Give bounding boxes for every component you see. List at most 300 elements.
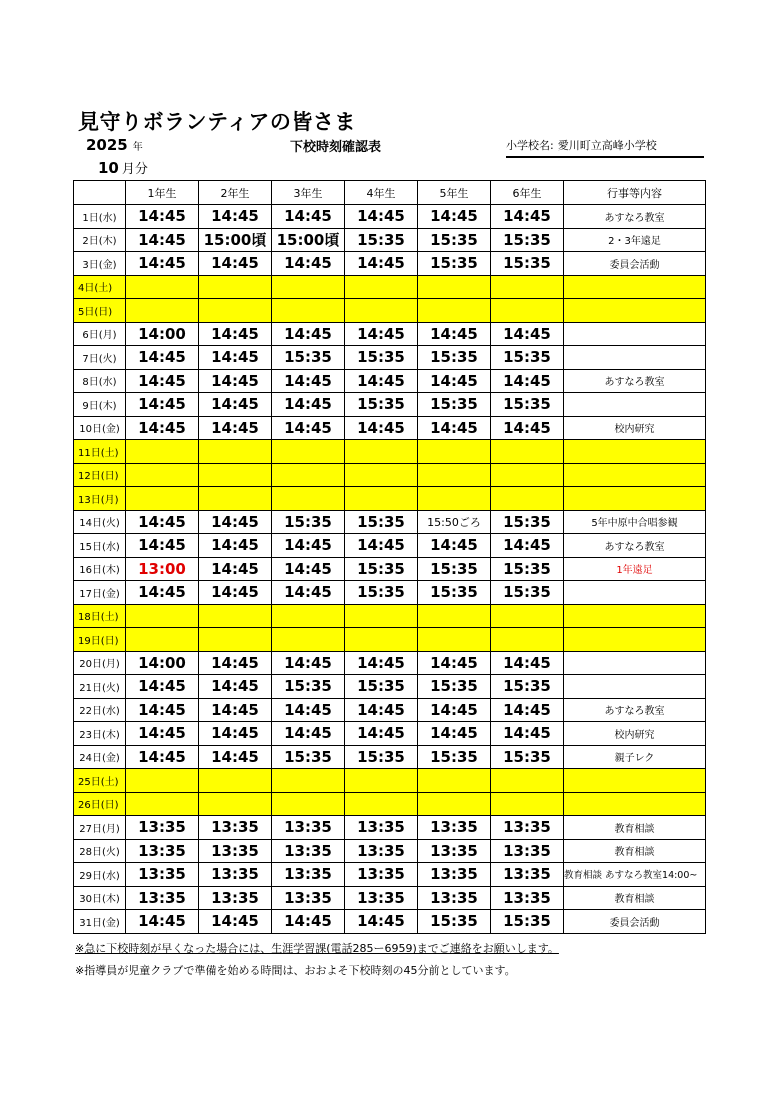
dismissal-time-cell: 15:35 bbox=[491, 228, 564, 252]
date-cell: 28日(火) bbox=[74, 839, 126, 863]
note-preparation: ※指導員が児童クラブで準備を始める時間は、おおよそ下校時刻の45分前としています。 bbox=[75, 964, 516, 977]
dismissal-time-cell: 14:45 bbox=[126, 205, 199, 229]
dismissal-time-cell: 14:45 bbox=[272, 369, 345, 393]
school-name: 愛川町立高峰小学校 bbox=[557, 139, 657, 152]
date-cell: 30日(木) bbox=[74, 886, 126, 910]
table-row bbox=[74, 839, 706, 863]
dismissal-time-cell: 14:45 bbox=[126, 910, 199, 934]
dismissal-time-cell: 13:35 bbox=[345, 886, 418, 910]
empty-cell bbox=[345, 769, 418, 793]
dismissal-time-cell: 14:45 bbox=[345, 698, 418, 722]
dismissal-time-cell: 14:45 bbox=[272, 698, 345, 722]
date-cell: 8日(水) bbox=[74, 369, 126, 393]
dismissal-time-cell: 14:45 bbox=[199, 722, 272, 746]
date-cell: 22日(水) bbox=[74, 698, 126, 722]
empty-cell bbox=[272, 440, 345, 464]
date-cell: 14日(火) bbox=[74, 510, 126, 534]
dismissal-time-cell: 15:35 bbox=[272, 675, 345, 699]
date-cell: 31日(金) bbox=[74, 910, 126, 934]
dismissal-time-cell: 15:35 bbox=[418, 346, 491, 370]
dismissal-time-cell: 14:45 bbox=[418, 534, 491, 558]
dismissal-time-cell: 14:00 bbox=[126, 322, 199, 346]
empty-cell bbox=[564, 628, 706, 652]
dismissal-time-cell: 14:45 bbox=[491, 651, 564, 675]
dismissal-time-cell: 14:45 bbox=[345, 252, 418, 276]
event-cell: 校内研究 bbox=[564, 722, 706, 746]
dismissal-time-cell: 15:35 bbox=[345, 675, 418, 699]
column-header: 5年生 bbox=[418, 181, 491, 205]
empty-cell bbox=[564, 275, 706, 299]
empty-cell bbox=[126, 299, 199, 323]
dismissal-time-cell: 14:45 bbox=[491, 416, 564, 440]
table-row-holiday bbox=[74, 792, 706, 816]
column-header: 3年生 bbox=[272, 181, 345, 205]
table-row bbox=[74, 510, 706, 534]
column-header: 行事等内容 bbox=[564, 181, 706, 205]
table-row-holiday bbox=[74, 487, 706, 511]
empty-cell bbox=[564, 792, 706, 816]
date-cell: 9日(木) bbox=[74, 393, 126, 417]
table-row bbox=[74, 557, 706, 581]
event-cell: 親子レク bbox=[564, 745, 706, 769]
dismissal-time-cell: 14:45 bbox=[126, 369, 199, 393]
dismissal-time-cell: 14:45 bbox=[126, 228, 199, 252]
dismissal-time-cell: 14:45 bbox=[491, 722, 564, 746]
table-row bbox=[74, 886, 706, 910]
dismissal-time-cell: 14:45 bbox=[199, 252, 272, 276]
dismissal-time-cell: 14:45 bbox=[199, 910, 272, 934]
date-cell: 4日(土) bbox=[74, 275, 126, 299]
empty-cell bbox=[564, 440, 706, 464]
dismissal-time-cell: 14:45 bbox=[491, 205, 564, 229]
empty-cell bbox=[345, 604, 418, 628]
empty-cell bbox=[345, 628, 418, 652]
empty-cell bbox=[126, 628, 199, 652]
empty-cell bbox=[126, 604, 199, 628]
dismissal-time-cell: 14:45 bbox=[345, 416, 418, 440]
dismissal-time-cell: 13:35 bbox=[418, 839, 491, 863]
dismissal-time-cell: 15:35 bbox=[345, 745, 418, 769]
dismissal-time-cell: 14:45 bbox=[126, 581, 199, 605]
dismissal-time-cell: 15:35 bbox=[418, 252, 491, 276]
dismissal-time-cell: 13:35 bbox=[345, 839, 418, 863]
column-header: 6年生 bbox=[491, 181, 564, 205]
dismissal-time-cell: 14:45 bbox=[418, 698, 491, 722]
date-cell: 12日(日) bbox=[74, 463, 126, 487]
dismissal-time-cell: 13:35 bbox=[418, 863, 491, 887]
empty-cell bbox=[126, 487, 199, 511]
event-cell: あすなろ教室 bbox=[564, 698, 706, 722]
dismissal-time-cell: 14:45 bbox=[345, 722, 418, 746]
empty-cell bbox=[272, 628, 345, 652]
empty-cell bbox=[272, 769, 345, 793]
dismissal-time-cell: 13:35 bbox=[418, 886, 491, 910]
event-cell: 5年中原中合唱参観 bbox=[564, 510, 706, 534]
table-row-holiday bbox=[74, 440, 706, 464]
dismissal-time-cell: 14:45 bbox=[272, 393, 345, 417]
date-cell: 15日(水) bbox=[74, 534, 126, 558]
dismissal-time-cell: 15:35 bbox=[345, 510, 418, 534]
date-cell: 6日(月) bbox=[74, 322, 126, 346]
dismissal-time-cell: 14:45 bbox=[199, 651, 272, 675]
dismissal-time-cell: 15:35 bbox=[491, 581, 564, 605]
table-row bbox=[74, 534, 706, 558]
empty-cell bbox=[199, 792, 272, 816]
dismissal-time-cell: 14:45 bbox=[272, 557, 345, 581]
empty-cell bbox=[345, 299, 418, 323]
empty-cell bbox=[418, 604, 491, 628]
dismissal-time-cell: 14:45 bbox=[126, 722, 199, 746]
dismissal-time-cell: 15:35 bbox=[491, 252, 564, 276]
dismissal-time-cell: 14:45 bbox=[126, 393, 199, 417]
dismissal-time-cell: 13:00 bbox=[126, 557, 199, 581]
dismissal-time-cell: 15:50ごろ bbox=[418, 510, 491, 534]
empty-cell bbox=[199, 275, 272, 299]
dismissal-time-cell: 14:45 bbox=[199, 675, 272, 699]
dismissal-time-cell: 15:35 bbox=[418, 745, 491, 769]
table-row bbox=[74, 651, 706, 675]
event-cell: 2・3年遠足 bbox=[564, 228, 706, 252]
empty-cell bbox=[199, 487, 272, 511]
event-cell: 1年遠足 bbox=[564, 557, 706, 581]
dismissal-time-cell: 13:35 bbox=[345, 863, 418, 887]
page-title: 見守りボランティアの皆さま bbox=[78, 110, 356, 134]
empty-cell bbox=[418, 628, 491, 652]
dismissal-time-cell: 14:45 bbox=[199, 745, 272, 769]
dismissal-time-cell: 14:45 bbox=[126, 745, 199, 769]
event-cell: あすなろ教室 bbox=[564, 534, 706, 558]
schedule-table bbox=[73, 180, 706, 934]
empty-cell bbox=[491, 299, 564, 323]
dismissal-time-cell: 14:45 bbox=[272, 722, 345, 746]
date-cell: 24日(金) bbox=[74, 745, 126, 769]
empty-cell bbox=[418, 275, 491, 299]
empty-cell bbox=[272, 275, 345, 299]
empty-cell bbox=[199, 769, 272, 793]
dismissal-time-cell: 14:45 bbox=[418, 651, 491, 675]
dismissal-time-cell: 13:35 bbox=[491, 839, 564, 863]
dismissal-time-cell: 14:45 bbox=[418, 322, 491, 346]
year-unit: 年 bbox=[132, 142, 143, 153]
dismissal-time-cell: 14:45 bbox=[272, 651, 345, 675]
empty-cell bbox=[199, 440, 272, 464]
empty-cell bbox=[491, 440, 564, 464]
date-cell: 2日(木) bbox=[74, 228, 126, 252]
dismissal-time-cell: 14:45 bbox=[199, 510, 272, 534]
empty-cell bbox=[345, 487, 418, 511]
dismissal-time-cell: 14:45 bbox=[126, 252, 199, 276]
month-unit: 月分 bbox=[121, 162, 148, 177]
table-row bbox=[74, 675, 706, 699]
dismissal-time-cell: 15:35 bbox=[418, 393, 491, 417]
date-cell: 18日(土) bbox=[74, 604, 126, 628]
dismissal-time-cell: 15:00頃 bbox=[199, 228, 272, 252]
empty-cell bbox=[126, 463, 199, 487]
empty-cell bbox=[491, 604, 564, 628]
dismissal-time-cell: 15:35 bbox=[418, 581, 491, 605]
table-row bbox=[74, 393, 706, 417]
date-cell: 23日(木) bbox=[74, 722, 126, 746]
empty-cell bbox=[126, 769, 199, 793]
dismissal-time-cell: 14:45 bbox=[491, 534, 564, 558]
dismissal-time-cell: 14:45 bbox=[199, 534, 272, 558]
table-row bbox=[74, 910, 706, 934]
year-value: 2025 bbox=[86, 136, 128, 154]
dismissal-time-cell: 15:35 bbox=[491, 675, 564, 699]
dismissal-time-cell: 13:35 bbox=[272, 886, 345, 910]
school-label: 小学校名: bbox=[506, 139, 554, 152]
empty-cell bbox=[418, 487, 491, 511]
event-cell: 教育相談 bbox=[564, 816, 706, 840]
dismissal-time-cell: 14:45 bbox=[199, 698, 272, 722]
event-cell: 教育相談 bbox=[564, 839, 706, 863]
empty-cell bbox=[491, 792, 564, 816]
dismissal-time-cell: 13:35 bbox=[199, 816, 272, 840]
column-header: 4年生 bbox=[345, 181, 418, 205]
dismissal-time-cell: 15:35 bbox=[491, 910, 564, 934]
empty-cell bbox=[418, 792, 491, 816]
dismissal-time-cell: 13:35 bbox=[126, 863, 199, 887]
dismissal-time-cell: 14:45 bbox=[126, 346, 199, 370]
empty-cell bbox=[345, 275, 418, 299]
empty-cell bbox=[418, 299, 491, 323]
dismissal-time-cell: 15:35 bbox=[345, 393, 418, 417]
school-name-field bbox=[506, 137, 704, 158]
empty-cell bbox=[345, 463, 418, 487]
dismissal-time-cell: 14:45 bbox=[199, 205, 272, 229]
date-cell: 29日(水) bbox=[74, 863, 126, 887]
empty-cell bbox=[199, 604, 272, 628]
event-cell: あすなろ教室 bbox=[564, 205, 706, 229]
table-row-holiday bbox=[74, 463, 706, 487]
table-row bbox=[74, 322, 706, 346]
dismissal-time-cell: 15:35 bbox=[272, 745, 345, 769]
dismissal-time-cell: 14:45 bbox=[126, 534, 199, 558]
dismissal-time-cell: 14:45 bbox=[418, 369, 491, 393]
date-cell: 19日(日) bbox=[74, 628, 126, 652]
dismissal-time-cell: 14:45 bbox=[272, 416, 345, 440]
empty-cell bbox=[199, 299, 272, 323]
date-cell: 10日(金) bbox=[74, 416, 126, 440]
date-cell: 7日(火) bbox=[74, 346, 126, 370]
empty-cell bbox=[564, 463, 706, 487]
event-cell: 委員会活動 bbox=[564, 910, 706, 934]
dismissal-time-cell: 14:45 bbox=[272, 581, 345, 605]
dismissal-time-cell: 15:35 bbox=[491, 745, 564, 769]
dismissal-time-cell: 15:00頃 bbox=[272, 228, 345, 252]
dismissal-time-cell: 13:35 bbox=[199, 886, 272, 910]
dismissal-time-cell: 15:35 bbox=[418, 228, 491, 252]
dismissal-time-cell: 13:35 bbox=[345, 816, 418, 840]
dismissal-time-cell: 15:35 bbox=[418, 557, 491, 581]
date-cell: 5日(日) bbox=[74, 299, 126, 323]
table-row bbox=[74, 346, 706, 370]
dismissal-time-cell: 15:35 bbox=[491, 557, 564, 581]
column-header: 2年生 bbox=[199, 181, 272, 205]
event-cell: 校内研究 bbox=[564, 416, 706, 440]
empty-cell bbox=[564, 487, 706, 511]
dismissal-time-cell: 14:45 bbox=[199, 581, 272, 605]
empty-cell bbox=[272, 792, 345, 816]
dismissal-time-cell: 14:45 bbox=[491, 322, 564, 346]
date-cell: 26日(日) bbox=[74, 792, 126, 816]
dismissal-time-cell: 13:35 bbox=[199, 863, 272, 887]
dismissal-time-cell: 15:35 bbox=[345, 346, 418, 370]
empty-cell bbox=[491, 275, 564, 299]
dismissal-time-cell: 14:45 bbox=[199, 346, 272, 370]
dismissal-time-cell: 14:45 bbox=[199, 416, 272, 440]
year-label bbox=[86, 136, 143, 154]
column-header bbox=[74, 181, 126, 205]
table-row bbox=[74, 416, 706, 440]
dismissal-time-cell: 13:35 bbox=[272, 816, 345, 840]
month-label bbox=[98, 158, 148, 177]
empty-cell bbox=[491, 628, 564, 652]
dismissal-time-cell: 15:35 bbox=[491, 346, 564, 370]
table-row bbox=[74, 369, 706, 393]
empty-cell bbox=[418, 769, 491, 793]
dismissal-time-cell: 14:45 bbox=[345, 322, 418, 346]
dismissal-time-cell: 15:35 bbox=[491, 393, 564, 417]
dismissal-time-cell: 15:35 bbox=[418, 910, 491, 934]
table-row bbox=[74, 698, 706, 722]
table-row bbox=[74, 745, 706, 769]
dismissal-time-cell: 14:45 bbox=[199, 557, 272, 581]
table-row bbox=[74, 228, 706, 252]
dismissal-time-cell: 13:35 bbox=[126, 886, 199, 910]
table-row-holiday bbox=[74, 275, 706, 299]
dismissal-time-cell: 14:45 bbox=[272, 252, 345, 276]
date-cell: 20日(月) bbox=[74, 651, 126, 675]
dismissal-time-cell: 15:35 bbox=[272, 510, 345, 534]
empty-cell bbox=[564, 299, 706, 323]
table-row bbox=[74, 581, 706, 605]
empty-cell bbox=[126, 440, 199, 464]
dismissal-time-cell: 14:45 bbox=[272, 534, 345, 558]
dismissal-time-cell: 15:35 bbox=[491, 510, 564, 534]
dismissal-time-cell: 14:45 bbox=[126, 698, 199, 722]
dismissal-time-cell: 13:35 bbox=[199, 839, 272, 863]
header-row bbox=[74, 181, 706, 205]
dismissal-time-cell: 14:45 bbox=[272, 205, 345, 229]
dismissal-time-cell: 13:35 bbox=[272, 863, 345, 887]
date-cell: 1日(水) bbox=[74, 205, 126, 229]
dismissal-time-cell: 14:45 bbox=[272, 322, 345, 346]
date-cell: 21日(火) bbox=[74, 675, 126, 699]
dismissal-time-cell: 14:45 bbox=[199, 369, 272, 393]
date-cell: 3日(金) bbox=[74, 252, 126, 276]
dismissal-time-cell: 14:45 bbox=[199, 393, 272, 417]
table-row bbox=[74, 252, 706, 276]
table-row-holiday bbox=[74, 299, 706, 323]
event-cell bbox=[564, 393, 706, 417]
table-row bbox=[74, 863, 706, 887]
date-cell: 17日(金) bbox=[74, 581, 126, 605]
dismissal-time-cell: 14:45 bbox=[345, 205, 418, 229]
event-cell: あすなろ教室 bbox=[564, 369, 706, 393]
date-cell: 25日(土) bbox=[74, 769, 126, 793]
empty-cell bbox=[491, 769, 564, 793]
table-row-holiday bbox=[74, 604, 706, 628]
dismissal-time-cell: 14:45 bbox=[345, 534, 418, 558]
dismissal-time-cell: 14:45 bbox=[418, 722, 491, 746]
date-cell: 16日(木) bbox=[74, 557, 126, 581]
empty-cell bbox=[491, 487, 564, 511]
empty-cell bbox=[564, 604, 706, 628]
dismissal-time-cell: 14:45 bbox=[418, 205, 491, 229]
table-row bbox=[74, 722, 706, 746]
dismissal-time-cell: 14:45 bbox=[345, 651, 418, 675]
dismissal-time-cell: 14:45 bbox=[126, 510, 199, 534]
dismissal-time-cell: 14:45 bbox=[272, 910, 345, 934]
dismissal-time-cell: 13:35 bbox=[272, 839, 345, 863]
dismissal-time-cell: 15:35 bbox=[272, 346, 345, 370]
date-cell: 13日(月) bbox=[74, 487, 126, 511]
table-row-holiday bbox=[74, 769, 706, 793]
dismissal-time-cell: 14:45 bbox=[199, 322, 272, 346]
date-cell: 27日(月) bbox=[74, 816, 126, 840]
dismissal-time-cell: 14:45 bbox=[418, 416, 491, 440]
event-cell bbox=[564, 346, 706, 370]
dismissal-time-cell: 15:35 bbox=[345, 557, 418, 581]
empty-cell bbox=[345, 792, 418, 816]
empty-cell bbox=[126, 275, 199, 299]
empty-cell bbox=[126, 792, 199, 816]
dismissal-time-cell: 14:00 bbox=[126, 651, 199, 675]
dismissal-time-cell: 15:35 bbox=[418, 675, 491, 699]
dismissal-time-cell: 14:45 bbox=[491, 698, 564, 722]
column-header: 1年生 bbox=[126, 181, 199, 205]
document-subtitle: 下校時刻確認表 bbox=[290, 140, 382, 155]
empty-cell bbox=[564, 769, 706, 793]
dismissal-time-cell: 14:45 bbox=[345, 910, 418, 934]
dismissal-time-cell: 15:35 bbox=[345, 581, 418, 605]
table-row bbox=[74, 816, 706, 840]
empty-cell bbox=[199, 463, 272, 487]
empty-cell bbox=[491, 463, 564, 487]
event-cell bbox=[564, 651, 706, 675]
table-row bbox=[74, 205, 706, 229]
empty-cell bbox=[345, 440, 418, 464]
dismissal-time-cell: 15:35 bbox=[345, 228, 418, 252]
empty-cell bbox=[272, 463, 345, 487]
dismissal-time-cell: 13:35 bbox=[491, 886, 564, 910]
dismissal-time-cell: 13:35 bbox=[491, 863, 564, 887]
event-cell bbox=[564, 322, 706, 346]
dismissal-time-cell: 14:45 bbox=[491, 369, 564, 393]
dismissal-time-cell: 13:35 bbox=[126, 839, 199, 863]
table-row-holiday bbox=[74, 628, 706, 652]
dismissal-time-cell: 13:35 bbox=[126, 816, 199, 840]
event-cell: 教育相談 あすなろ教室14:00~ bbox=[564, 863, 706, 887]
empty-cell bbox=[418, 463, 491, 487]
event-cell: 教育相談 bbox=[564, 886, 706, 910]
date-cell: 11日(土) bbox=[74, 440, 126, 464]
dismissal-time-cell: 14:45 bbox=[345, 369, 418, 393]
event-cell: 委員会活動 bbox=[564, 252, 706, 276]
dismissal-time-cell: 14:45 bbox=[126, 675, 199, 699]
empty-cell bbox=[272, 299, 345, 323]
note-contact: ※急に下校時刻が早くなった場合には、生涯学習課(電話285ー6959)までご連絡をお願いします。 bbox=[75, 942, 559, 955]
empty-cell bbox=[199, 628, 272, 652]
dismissal-time-cell: 13:35 bbox=[491, 816, 564, 840]
event-cell bbox=[564, 675, 706, 699]
dismissal-time-cell: 14:45 bbox=[126, 416, 199, 440]
month-value: 10 bbox=[98, 159, 119, 177]
event-cell bbox=[564, 581, 706, 605]
empty-cell bbox=[272, 487, 345, 511]
empty-cell bbox=[418, 440, 491, 464]
